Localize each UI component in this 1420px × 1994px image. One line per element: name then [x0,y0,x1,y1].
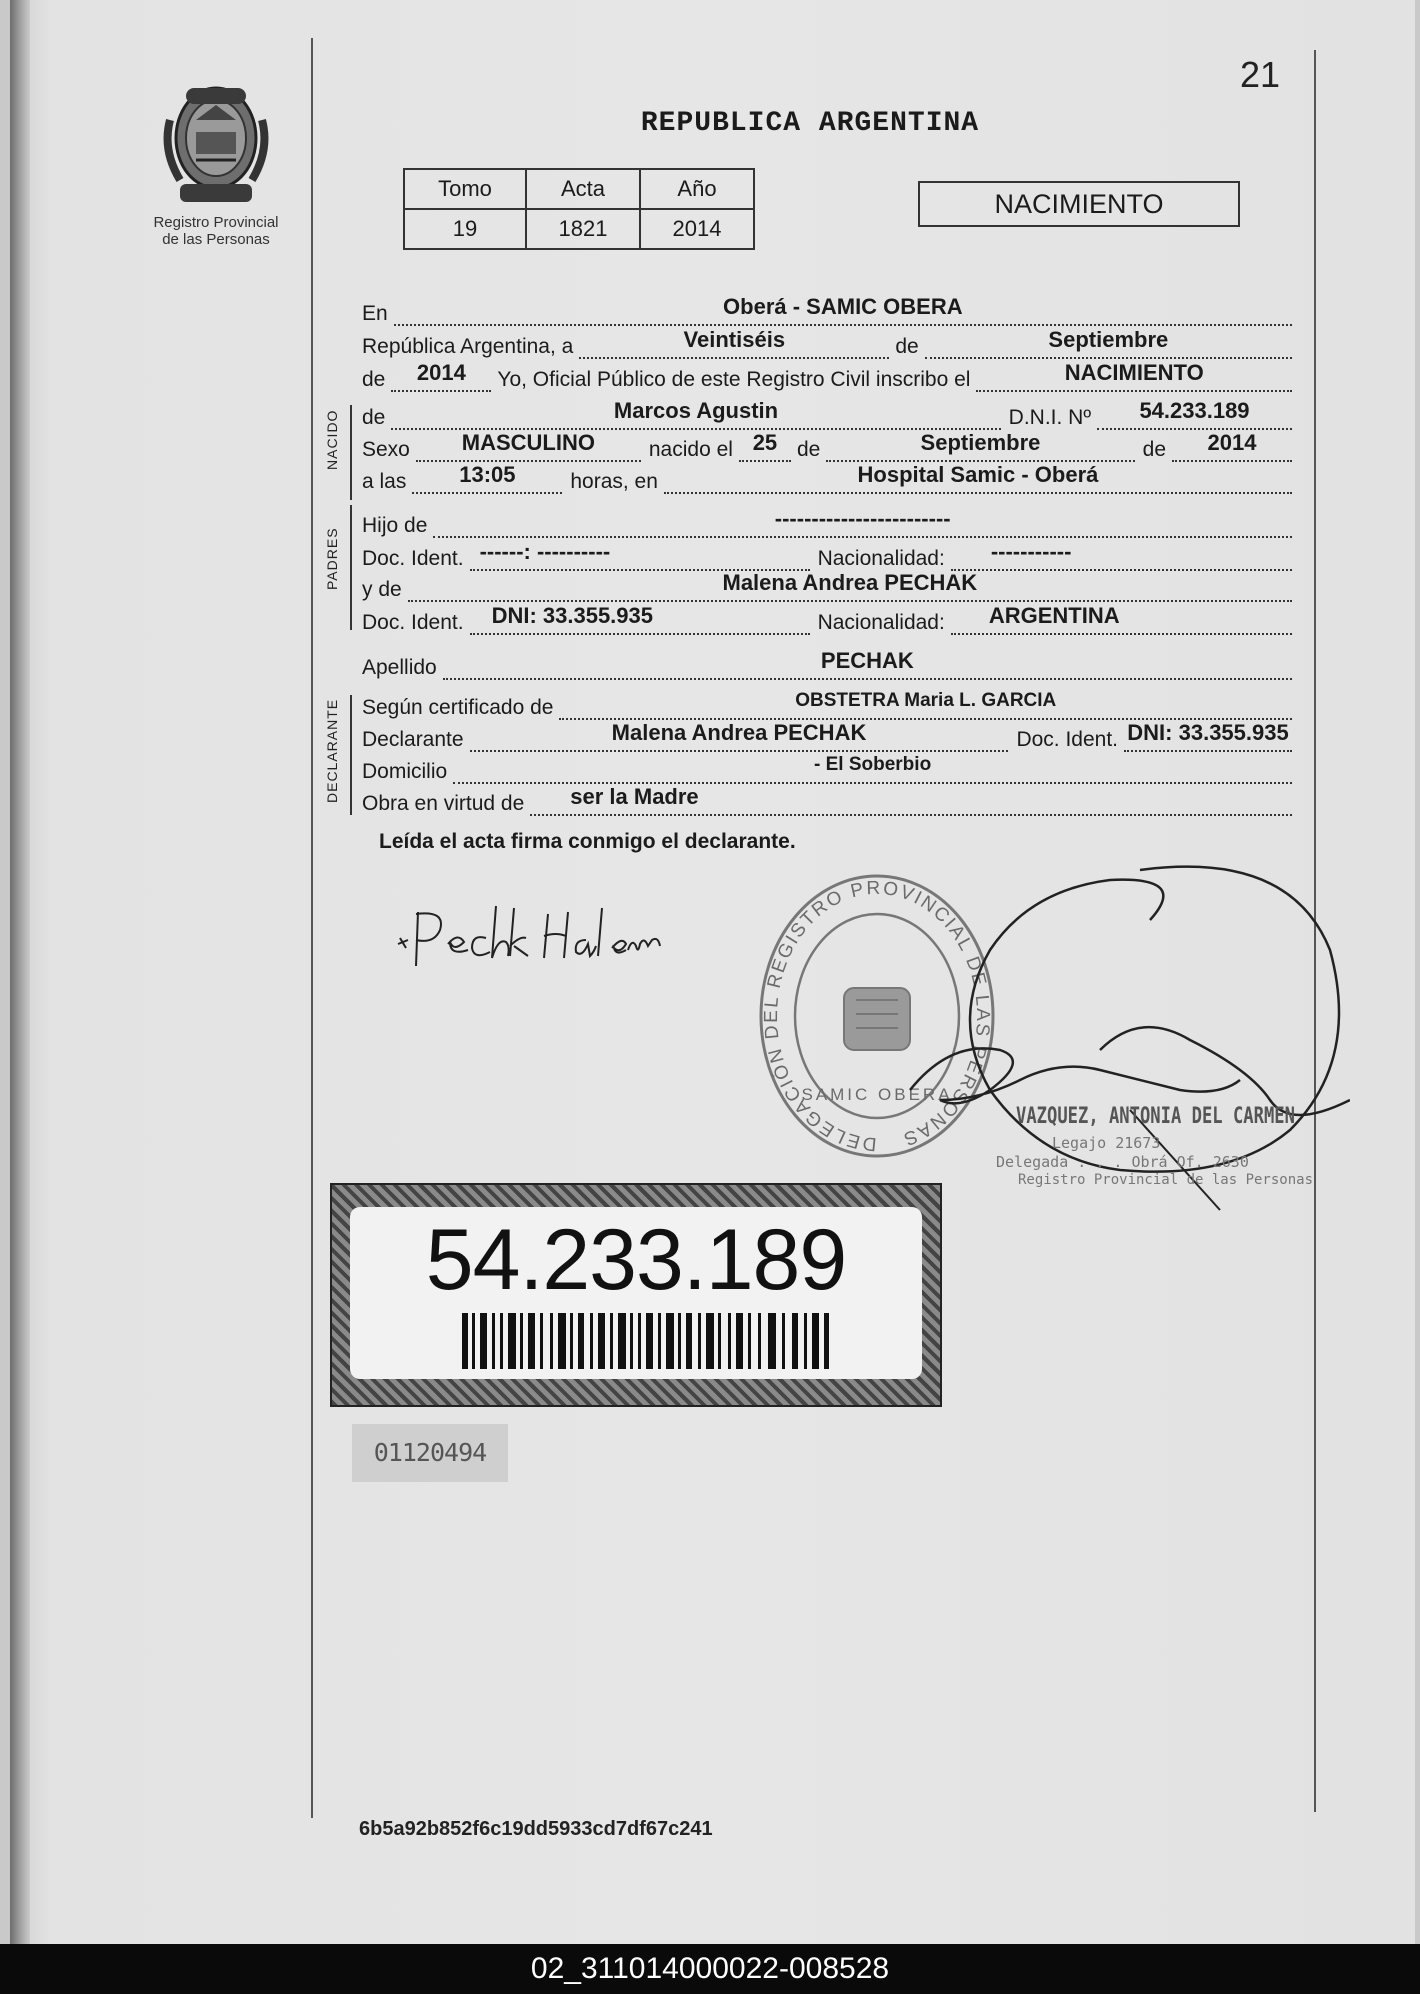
dni-label: D.N.I. Nº [1008,406,1091,429]
document-type-box: NACIMIENTO [918,181,1240,227]
year-field [391,360,491,392]
intro-row-place [362,296,1292,326]
father-doc-field [470,539,810,571]
father-field [433,506,1292,538]
padres-row-father [362,508,1292,538]
reason-field [530,784,1292,816]
birth-year-value: 2014 [1207,430,1257,455]
apellido-row [362,650,1292,680]
dni-barcode-label [330,1183,942,1407]
intro-row-record [362,362,1292,392]
reference-header-ano: Año [640,169,754,209]
closing-text: Leída el acta firma conmigo el declarante. [379,830,796,853]
declarante-row-certificate [362,690,1292,720]
time-label: a las [362,470,407,493]
apellido-label: Apellido [362,656,437,679]
stamp-ring-text: DELEGACIÓN DEL REGISTRO PROVINCIAL DE LAS PERSONAS [761,877,994,1155]
child-name-value: Marcos Agustin [613,398,779,423]
footer-file-id: 02_311014000022-008528 [0,1944,1420,1994]
hospital-value: Hospital Samic - Oberá [857,462,1099,487]
year-value: 2014 [416,360,466,385]
official-line3: Delegada . . . Obrá Of. 2630 [996,1153,1249,1171]
place-value: Oberá - SAMIC OBERA [723,294,963,319]
birth-year-field [1172,430,1292,462]
domicile-label: Domicilio [362,760,448,783]
father-doc-value: ------: ---------- [479,539,611,564]
intro-row-date [362,329,1292,359]
official-text: Yo, Oficial Público de este Registro Civil inscribo el [497,368,971,391]
reference-header-acta: Acta [526,169,640,209]
document-hash: 6b5a92b852f6c19dd5933cd7df67c241 [359,1818,713,1840]
mother-doc-value: DNI: 33.355.935 [491,603,653,628]
time-field [412,462,562,494]
padres-bracket [350,505,352,630]
month-field [925,327,1292,359]
apellido-value: PECHAK [820,648,914,673]
domicile-value: - El Soberbio [814,754,932,775]
reference-value-tomo: 19 [404,209,526,249]
mother-doc-field [470,603,810,635]
barcode-panel [350,1207,922,1379]
nacido-row-name [362,400,1292,430]
declarant-signature [392,900,662,985]
birth-month-value: Septiembre [920,430,1041,455]
time-value: 13:05 [459,462,516,487]
declarant-doc-value: DNI: 33.355.935 [1127,720,1289,745]
nacido-section-label: NACIDO [324,409,340,470]
mother-doc-label: Doc. Ident. [362,611,464,634]
mother-nationality-field [951,603,1292,635]
sexo-value: MASCULINO [461,430,595,455]
nacido-row-birth [362,432,1292,462]
declarant-doc-label: Doc. Ident. [1016,728,1118,751]
certificate-label: Según certificado de [362,696,554,719]
apellido-field [443,648,1292,680]
father-nationality-value: ----------- [990,539,1072,564]
declarante-bracket [350,695,352,815]
reference-table [403,168,755,250]
hospital-field [664,462,1292,494]
record-type-field [976,360,1292,392]
page-number: 21 [1240,54,1281,95]
serial-stamp: 01120494 [352,1424,508,1482]
padres-row-mother [362,572,1292,602]
logo-caption-line1: Registro Provincial [153,214,279,231]
stamp-center-text: SAMIC OBERA [801,1085,953,1104]
mother-nationality-value: ARGENTINA [988,603,1120,628]
declarant-label: Declarante [362,728,464,751]
country-title: REPUBLICA ARGENTINA [640,108,980,139]
left-margin-line [311,38,313,1818]
birth-de-label-2: de [1142,438,1166,461]
birth-de-label: de [796,438,821,461]
registry-logo [136,80,296,248]
father-nationality-label: Nacionalidad: [817,547,945,570]
certificate-value: OBSTETRA Maria L. GARCIA [795,690,1057,711]
reason-value: ser la Madre [570,784,699,809]
day-field [579,327,889,359]
reference-value-acta: 1821 [526,209,640,249]
sexo-label: Sexo [362,438,410,461]
born-label: nacido el [648,438,733,461]
nacido-bracket [350,405,352,500]
sexo-field [416,430,641,462]
father-value: ------------------------ [774,506,951,531]
mother-value: Malena Andrea PECHAK [722,570,978,595]
declarant-doc-field [1124,720,1292,752]
father-nationality-field [951,539,1292,571]
day-words-value: Veintiséis [683,327,786,352]
y-de-label: y de [362,578,402,601]
page-edge-shadow [10,0,30,1944]
declarante-row-domicile [362,754,1292,784]
dni-field [1097,398,1292,430]
birth-month-field [826,430,1134,462]
nacido-de-label: de [362,406,386,429]
declarant-field [470,720,1009,752]
declarante-row-reason [362,786,1292,816]
place-field [394,294,1292,326]
nacido-row-place [362,464,1292,494]
padres-section-label: PADRES [324,527,340,590]
misiones-emblem-icon [156,80,276,210]
de-label: de [895,335,919,358]
certificate-field [559,690,1292,720]
declarante-row-name [362,722,1292,752]
barcode-number: 54.233.189 [425,1212,847,1308]
declarante-section-label: DECLARANTE [324,698,340,803]
official-line4: Registro Provincial de las Personas [1018,1172,1314,1188]
month-value: Septiembre [1048,327,1169,352]
official-line2: Legajo 21673 [1052,1134,1161,1152]
child-name-field [391,398,1000,430]
logo-caption-line2: de las Personas [162,231,270,248]
en-label: En [362,302,388,325]
official-name: VAZQUEZ, ANTONIA DEL CARMEN [1016,1104,1295,1129]
mother-field [408,570,1292,602]
declarant-value: Malena Andrea PECHAK [611,720,867,745]
de-year-label: de [362,368,386,391]
handwritten-signature-icon [392,900,662,980]
reference-value-ano: 2014 [640,209,754,249]
mother-nationality-label: Nacionalidad: [817,611,945,634]
padres-row-father-doc [362,541,1292,571]
padres-row-mother-doc [362,605,1292,635]
reference-header-tomo: Tomo [404,169,526,209]
birth-day-value: 25 [752,430,778,455]
dni-value: 54.233.189 [1139,398,1250,423]
hours-label: horas, en [570,470,658,493]
domicile-field [453,754,1292,784]
hijo-label: Hijo de [362,514,428,537]
barcode-icon [462,1313,832,1369]
republic-label: República Argentina, a [362,335,574,358]
record-type-value: NACIMIENTO [1064,360,1204,385]
father-doc-label: Doc. Ident. [362,547,464,570]
reason-label: Obra en virtud de [362,792,525,815]
birth-day-field [739,430,791,462]
